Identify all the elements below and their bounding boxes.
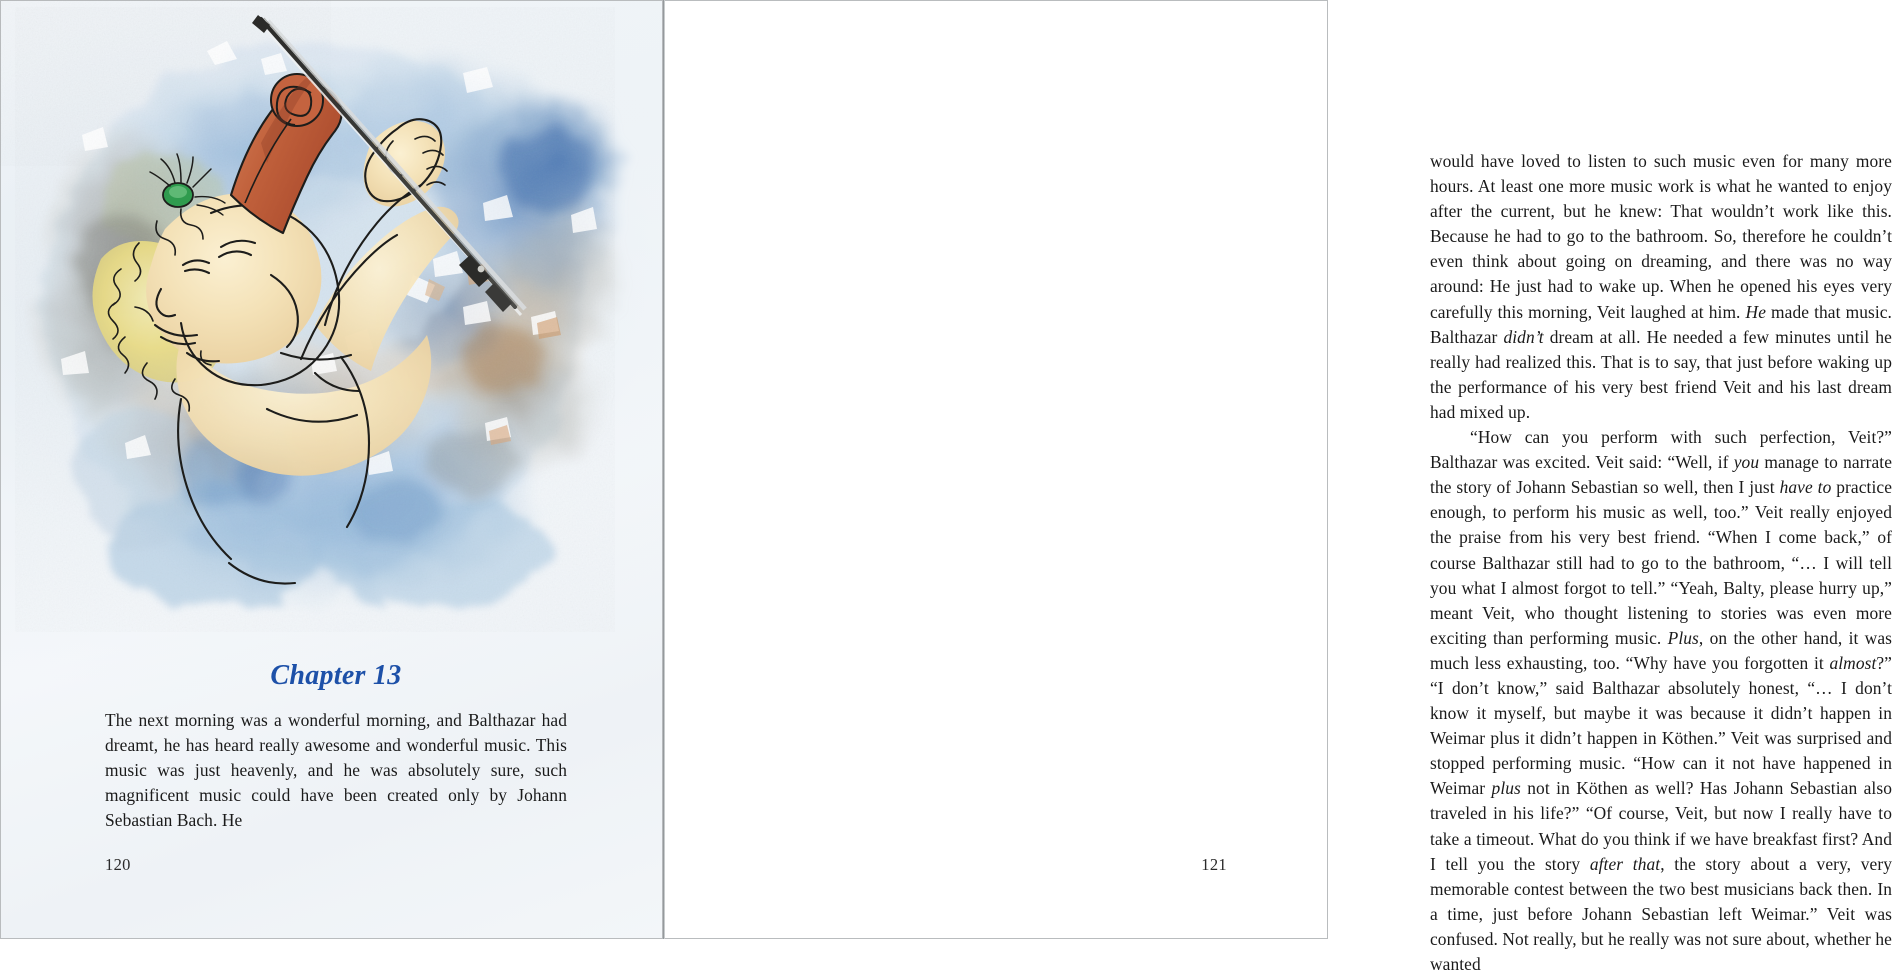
text-run: made that music. Balthazar (1430, 301, 1892, 347)
emphasis-text: almost (1829, 652, 1877, 673)
text-run: practice enough, to perform his music as well, too.” Veit really enjoyed the praise from his very best friend. “When I come back,” of course Balthazar still had to go to the bathroom, “… I will tell you what I almost forgot to tell.” “Yeah, Balty, please hurry up,” meant Veit, who thought listening to stories was even more exciting than performing music. (1430, 477, 1892, 648)
emphasis-text: He (1745, 301, 1766, 322)
paragraph: The next morning was a wonderful morning, and Balthazar had dreamt, he has heard really awesome and wonderful music. This music was just heavenly, and he was absolutely sure, such magnificent music could have been created only by Johann Sebastian Bach. He (105, 710, 567, 831)
paragraph (1430, 425, 1892, 977)
text-run: , on the other hand, it was much less exhausting, too. “Why have you forgotten it (1430, 627, 1892, 673)
right-page-body-text (1430, 149, 1892, 977)
chapter-heading: Chapter 13 (270, 660, 402, 691)
page-number-left: 120 (105, 855, 131, 874)
left-page-body-text (105, 708, 567, 833)
emphasis-text: didn’t (1503, 326, 1544, 347)
emphasis-text: plus (1491, 778, 1521, 799)
text-run: “How can you perform with such perfection, Veit?” Balthazar was excited. Veit said: “Well, if (1430, 427, 1892, 473)
text-run: dream at all. He needed a few minutes until he really had realized this. That is to say, that just before waking up the performance of his very best friend Veit and his last dream had mixed up. (1430, 326, 1892, 422)
text-run: ?” “I don’t know,” said Balthazar absolutely honest, “… I don’t know it myself, but maybe it was because it didn’t happen in Weimar plus it didn’t happen in Köthen.” Veit was surprised and stopped performing music. “How can it not have happened in Weimar (1430, 652, 1892, 799)
text-run: not in Köthen as well? Has Johann Sebastian also traveled in his life?” “Of course, Veit, but now I really have to take a timeout. What do you think if we have breakfast first? And I tell you the story (1430, 778, 1892, 874)
book-gutter (662, 0, 665, 939)
text-run: would have loved to listen to such music even for many more hours. At least one more music work is what he wanted to enjoy after the current, but he knew: That wouldn’t work like this. Because he had to go to the bathroom. So, therefore he couldn’t even think about going on dreaming, and there was no way around: He just had to wake up. When he opened his eyes very carefully this morning, Veit laughed at him. (1430, 151, 1892, 322)
emphasis-text: have to (1779, 477, 1832, 498)
paragraph (1430, 149, 1892, 425)
emphasis-text: after that (1589, 853, 1661, 874)
emphasis-text: you (1733, 452, 1760, 473)
page-number-right: 121 (1201, 855, 1227, 874)
text-run: , the story about a very, very memorable contest between the two best musicians back then. In a time, just before Johann Sebastian left Weimar.” Veit was confused. Not really, but he really was not sure about, whether he wanted (1430, 853, 1892, 974)
right-page (664, 0, 1892, 974)
watercolor-illustration (15, 7, 615, 632)
left-page (0, 0, 664, 939)
text-run: manage to narrate the story of Johann Sebastian so well, then I just (1430, 452, 1892, 498)
emphasis-text: Plus (1667, 627, 1699, 648)
